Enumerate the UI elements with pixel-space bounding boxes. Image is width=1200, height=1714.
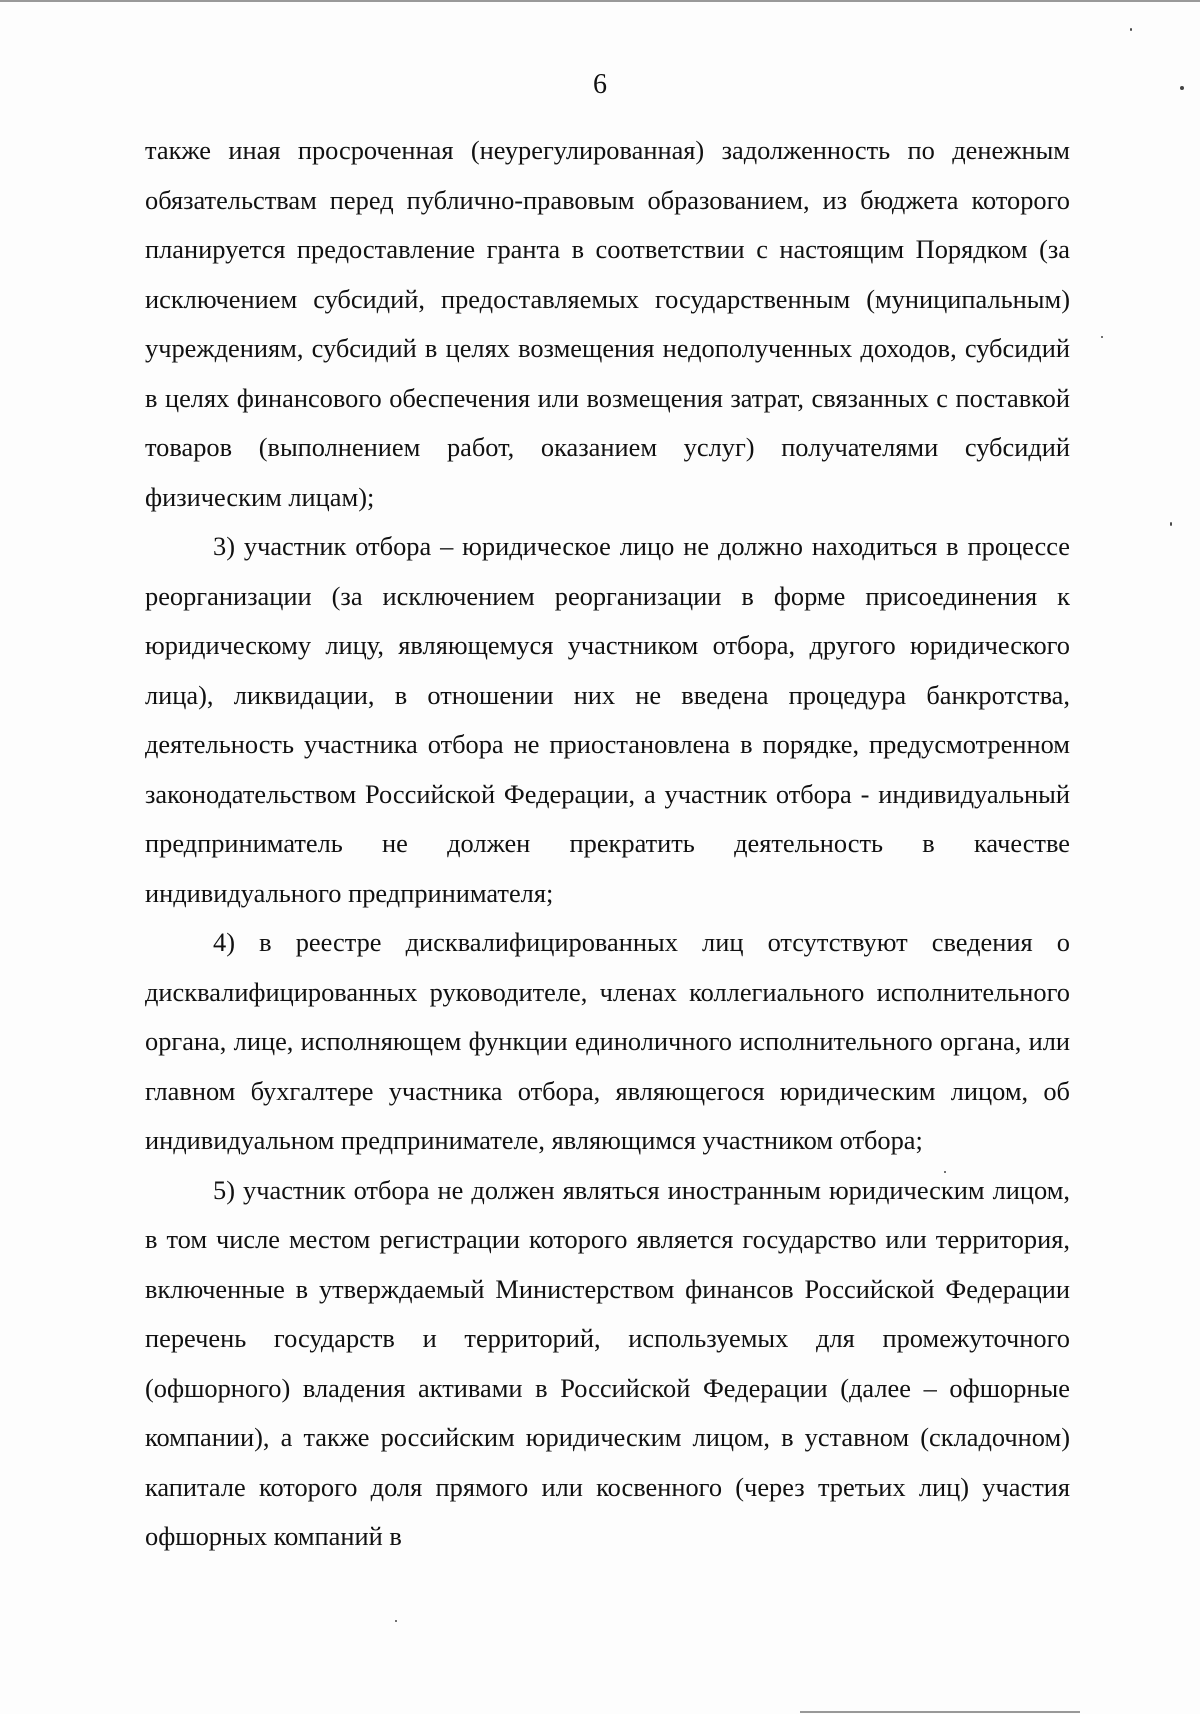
paragraph-continuation: также иная просроченная (неурегулированная) задолженность по денежным обязательствам перед публично-правовым образованием, из бюджета которого планируется предоставление гранта в соответствии с настоящим Порядком (за исключением субсидий, предоставляемых государственным (муниципальным) учреждениям, субсидий в целях возмещения недополученных доходов, субсидий в целях финансового обеспечения или возмещения затрат, связанных с поставкой товаров (выполнением работ, оказанием услуг) получателями субсидий физическим лицам); bbox=[145, 135, 1070, 512]
document-body bbox=[145, 126, 1070, 1562]
paragraph-item-3: 3) участник отбора – юридическое лицо не должно находиться в процессе реорганизации (за исключением реорганизации в форме присоединения к юридическому лицу, являющемуся участником отбора, другого юридического лица), ликвидации, в отношении них не введена процедура банкротства, деятельность участника отбора не приостановлена в порядке, предусмотренном законодательством Российской Федерации, а участник отбора - индивидуальный предприниматель не должен прекратить деятельность в качестве индивидуального предпринимателя; bbox=[145, 531, 1070, 908]
page-number: 6 bbox=[593, 69, 607, 100]
scan-speck bbox=[1101, 336, 1103, 338]
scan-edge-top bbox=[0, 0, 1200, 2]
paragraph-item-4: 4) в реестре дисквалифицированных лиц отсутствуют сведения о дисквалифицированных руководителе, членах коллегиального исполнительного органа, лице, исполняющем функции единоличного исполнительного органа, или главном бухгалтере участника отбора, являющегося юридическим лицом, об индивидуальном предпринимателе, являющимся участником отбора; bbox=[145, 927, 1070, 1155]
scan-speck bbox=[395, 1620, 397, 1622]
scan-speck bbox=[1170, 522, 1172, 526]
scan-edge-bottom bbox=[800, 1711, 1080, 1713]
scan-speck bbox=[1130, 28, 1132, 31]
paragraph-item-5: 5) участник отбора не должен являться иностранным юридическим лицом, в том числе местом регистрации которого является государство или территория, включенные в утверждаемый Министерством финансов Российской Федерации перечень государств и территорий, используемых для промежуточного (офшорного) владения активами в Российской Федерации (далее – офшорные компании), а также российским юридическим лицом, в уставном (складочном) капитале которого доля прямого или косвенного (через третьих лиц) участия офшорных компаний в bbox=[145, 1174, 1070, 1551]
